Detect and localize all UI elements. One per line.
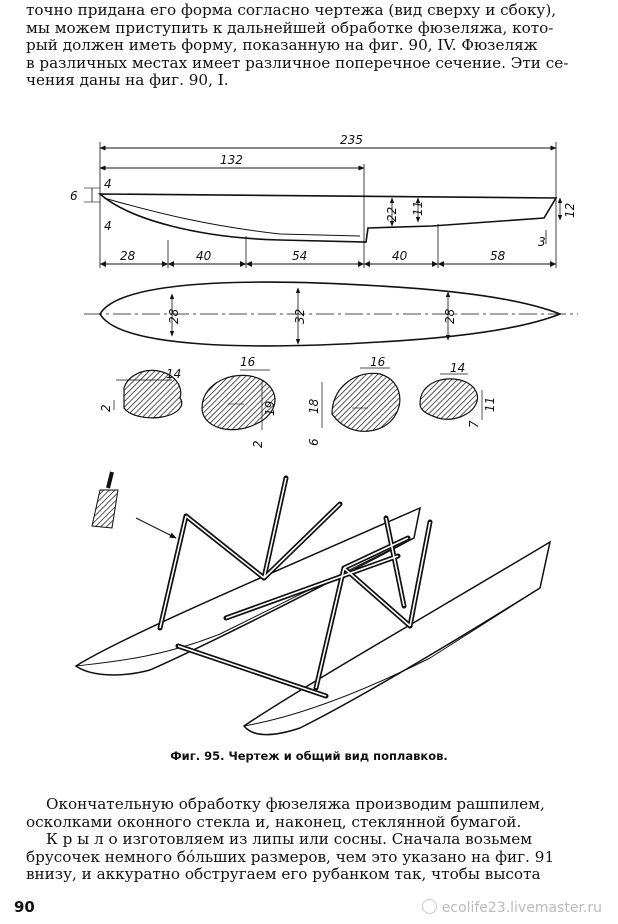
top-dim-32: 32 (293, 308, 307, 324)
dim-54: 54 (292, 249, 308, 263)
sec2-2: 2 (251, 440, 265, 448)
top-dim-28-left: 28 (167, 308, 181, 324)
text-line: брусочек немного бо́льших размеров, чем это указано на фиг. 91 (26, 847, 555, 866)
text-line: точно придана его форма согласно чертежа (вид сверху и сбоку), (26, 1, 557, 19)
sec2-19: 19 (263, 400, 277, 416)
dim-40-right: 40 (392, 249, 408, 263)
figure-drawing (0, 118, 618, 748)
top-paragraph (26, 2, 596, 90)
floats-perspective-view (76, 472, 550, 735)
dim-3: 3 (538, 235, 546, 249)
text-line: внизу, и аккуратно обстругаем его рубанком так, чтобы высота (26, 865, 541, 884)
dim-4-bottom: 4 (104, 219, 112, 233)
dim-235: 235 (340, 133, 363, 147)
dim-22: 22 (385, 206, 399, 222)
top-view-labels (167, 308, 457, 324)
dim-28: 28 (120, 249, 136, 263)
text-line: мы можем приступить к дальнейшей обработке фюзеляжа, кото- (26, 18, 554, 37)
text-line: осколками оконного стекла и, наконец, стеклянной бумагой. (26, 812, 522, 831)
watermark-text: ecolife23.livemaster.ru (441, 900, 602, 916)
dim-132: 132 (220, 153, 243, 167)
text-line: Окончательную обработку фюзеляжа производим рашпилем, (46, 795, 545, 813)
sec1-2: 2 (99, 404, 113, 412)
figure-caption: Фиг. 95. Чертеж и общий вид поплавков. (170, 749, 448, 763)
top-view-drawing (84, 282, 578, 346)
sec3-18: 18 (307, 398, 321, 414)
text-line: К р ы л о изготовляем из липы или сосны. Сначала возьмем (46, 830, 533, 849)
sec3-16: 16 (370, 355, 386, 369)
side-view-drawing (84, 142, 560, 268)
page-number: 90 (14, 898, 35, 916)
sec4-7: 7 (467, 420, 481, 428)
sec2-16: 16 (240, 355, 256, 369)
watermark-icon (422, 899, 437, 914)
text-line: чения даны на фиг. 90, I. (26, 71, 229, 90)
watermark (422, 899, 602, 916)
sec1-14: 14 (166, 367, 182, 381)
sec4-11: 11 (483, 396, 497, 412)
dim-40-left: 40 (196, 249, 212, 263)
text-line: рый должен иметь форму, показанную на фиг. 90, IV. Фюзеляж (26, 36, 538, 55)
bottom-paragraph (26, 796, 596, 884)
dim-11: 11 (411, 200, 425, 216)
dim-12: 12 (563, 202, 577, 218)
text-line: в различных местах имеет различное поперечное сечение. Эти се- (26, 53, 569, 72)
sec4-14: 14 (450, 361, 466, 375)
sec3-6: 6 (307, 438, 321, 446)
dim-6: 6 (70, 189, 78, 203)
top-dim-28-right: 28 (443, 308, 457, 324)
dim-4-top: 4 (104, 177, 112, 191)
dim-58: 58 (490, 249, 506, 263)
